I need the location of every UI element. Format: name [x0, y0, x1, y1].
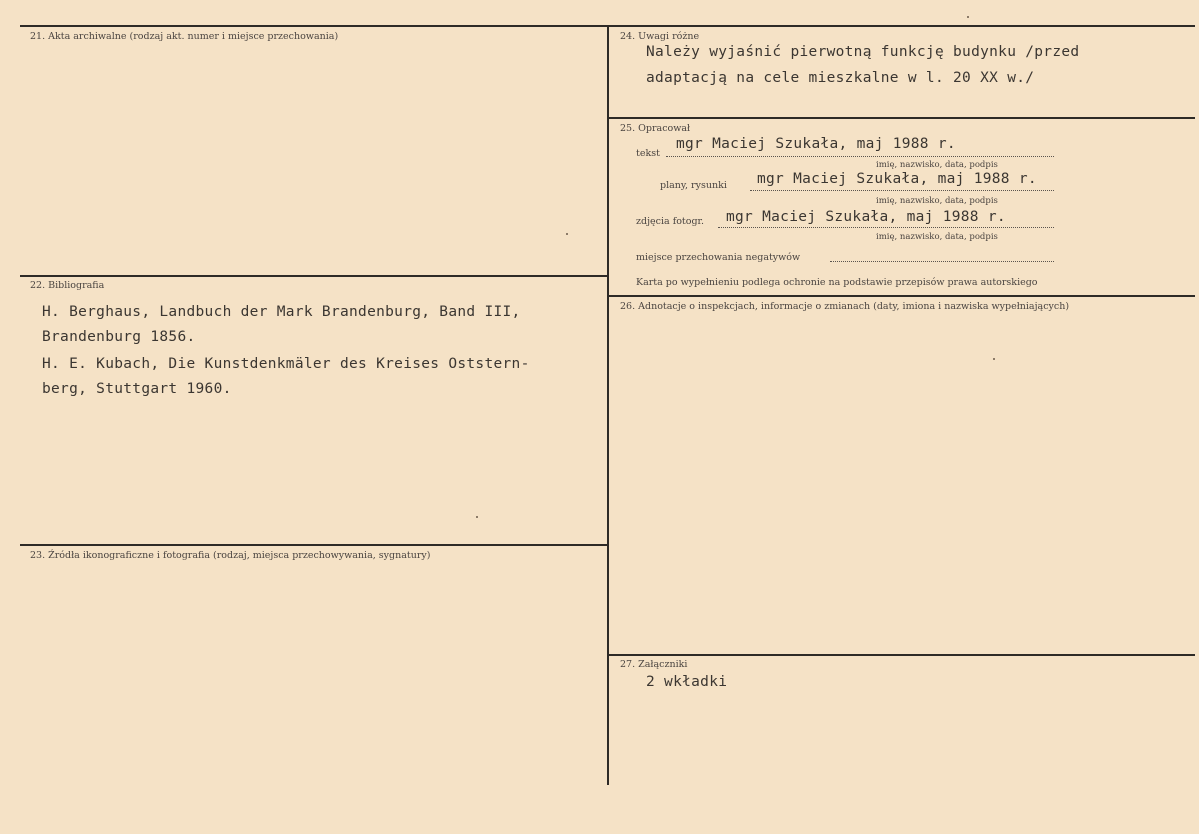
section-23-label: 23. Źródła ikonograficzne i fotografia (rodzaj, miejsca przechowywania, sygnatury)	[30, 550, 431, 561]
bibliography-line-2: Brandenburg 1856.	[42, 329, 196, 345]
tekst-dotted-line	[666, 156, 1054, 157]
remarks-line-2: adaptacją na cele mieszkalne w l. 20 XX w./	[646, 70, 1035, 86]
tekst-label: tekst	[636, 148, 660, 159]
negatives-dotted-line	[830, 261, 1054, 262]
center-divider	[607, 25, 609, 785]
bibliography-line-1: H. Berghaus, Landbuch der Mark Brandenburg, Band III,	[42, 304, 521, 320]
section-24-label: 24. Uwagi różne	[620, 31, 700, 42]
remarks-line-1: Należy wyjaśnić pierwotną funkcję budynku /przed	[646, 44, 1080, 60]
section-26-label: 26. Adnotacje o inspekcjach, informacje o zmianach (daty, imiona i nazwiska wypełniających)	[620, 301, 1070, 312]
bibliography-line-3: H. E. Kubach, Die Kunstdenkmäler des Kreises Oststern-	[42, 356, 530, 372]
plany-dotted-line	[750, 190, 1054, 191]
plany-value: mgr Maciej Szukała, maj 1988 r.	[757, 171, 1037, 187]
divider-25-26	[607, 295, 1195, 297]
negatives-location-label: miejsce przechowania negatywów	[636, 252, 801, 263]
paper-speck	[993, 358, 995, 360]
zdjecia-value: mgr Maciej Szukała, maj 1988 r.	[726, 209, 1006, 225]
divider-21-22	[20, 275, 609, 277]
attachments-value: 2 wkładki	[646, 674, 728, 690]
paper-speck	[967, 16, 969, 18]
divider-26-27	[607, 654, 1195, 656]
section-22-label: 22. Bibliografia	[30, 280, 105, 291]
paper-speck	[566, 233, 568, 235]
divider-22-23	[20, 544, 609, 546]
section-21-label: 21. Akta archiwalne (rodzaj akt. numer i miejsce przechowania)	[30, 31, 339, 42]
plany-label: plany, rysunki	[660, 180, 727, 191]
paper-speck	[476, 516, 478, 518]
zdjecia-hint: imię, nazwisko, data, podpis	[876, 232, 998, 242]
section-25-label: 25. Opracował	[620, 123, 691, 134]
tekst-hint: imię, nazwisko, data, podpis	[876, 160, 998, 170]
bibliography-line-4: berg, Stuttgart 1960.	[42, 381, 232, 397]
tekst-value: mgr Maciej Szukała, maj 1988 r.	[676, 136, 956, 152]
zdjecia-label: zdjęcia fotogr.	[636, 216, 705, 227]
copyright-notice: Karta po wypełnieniu podlega ochronie na podstawie przepisów prawa autorskiego	[636, 277, 1038, 288]
zdjecia-dotted-line	[718, 227, 1054, 228]
section-27-label: 27. Załączniki	[620, 659, 688, 670]
divider-24-25	[607, 117, 1195, 119]
plany-hint: imię, nazwisko, data, podpis	[876, 196, 998, 206]
